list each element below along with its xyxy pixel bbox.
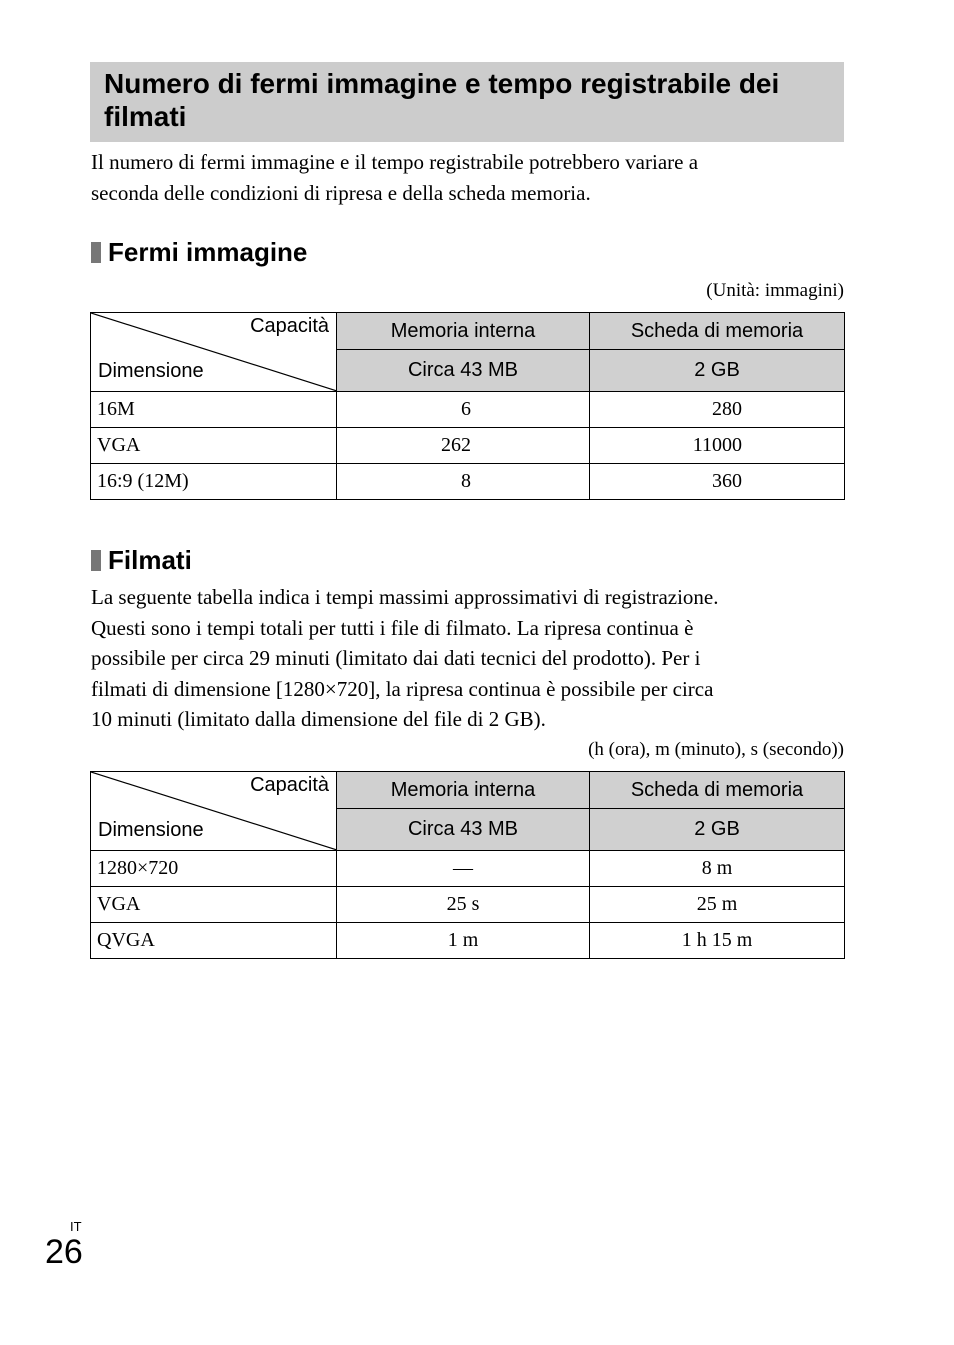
still-heading-text: Fermi immagine xyxy=(108,237,308,267)
table-row xyxy=(91,392,845,428)
col-card-header: Scheda di memoria xyxy=(590,772,845,809)
col-card-capacity: 2 GB xyxy=(590,350,845,392)
movies-heading-text: Filmati xyxy=(108,545,192,575)
page-title: Numero di fermi immagine e tempo registrabile dei filmati xyxy=(104,68,780,132)
table-row xyxy=(91,887,845,923)
col-internal-header: Memoria interna xyxy=(337,772,590,809)
still-table xyxy=(90,312,845,500)
language-code: IT xyxy=(70,1219,82,1234)
col-internal-capacity: Circa 43 MB xyxy=(337,809,590,851)
row-size: 1280×720 xyxy=(91,851,337,887)
table-header-row xyxy=(91,313,845,350)
corner-capacity-label: Capacità xyxy=(250,315,329,337)
row-size: QVGA xyxy=(91,923,337,959)
row-internal-value: 25 s xyxy=(337,887,590,923)
row-size: VGA xyxy=(91,428,337,464)
col-internal-capacity: Circa 43 MB xyxy=(337,350,590,392)
row-card-value: 1 h 15 m xyxy=(590,923,845,959)
intro-paragraph: Il numero di fermi immagine e il tempo registrabile potrebbero variare a seconda delle condizioni di ripresa e della scheda memoria. xyxy=(91,150,699,205)
corner-capacity-label: Capacità xyxy=(250,774,329,796)
movies-unit-note: (h (ora), m (minuto), s (secondo)) xyxy=(588,739,844,760)
row-size: VGA xyxy=(91,887,337,923)
table-corner-cell xyxy=(91,772,337,851)
col-card-header: Scheda di memoria xyxy=(590,313,845,350)
table-row xyxy=(91,923,845,959)
table-row xyxy=(91,464,845,500)
table-row xyxy=(91,851,845,887)
table-row xyxy=(91,428,845,464)
row-card-value: 8 m xyxy=(590,851,845,887)
row-card-value: 280 xyxy=(590,392,845,428)
table-header-row xyxy=(91,772,845,809)
still-heading xyxy=(91,237,307,267)
row-internal-value: 1 m xyxy=(337,923,590,959)
row-card-value: 360 xyxy=(590,464,845,500)
col-internal-header: Memoria interna xyxy=(337,313,590,350)
row-internal-value: 262 xyxy=(337,428,590,464)
title-banner xyxy=(90,62,844,142)
corner-size-label: Dimensione xyxy=(98,360,204,382)
page-number: 26 xyxy=(45,1233,83,1271)
row-internal-value: — xyxy=(337,851,590,887)
col-card-capacity: 2 GB xyxy=(590,809,845,851)
row-card-value: 11000 xyxy=(590,428,845,464)
row-internal-value: 6 xyxy=(337,392,590,428)
movies-paragraph: La seguente tabella indica i tempi massimi approssimativi di registrazione. Questi sono i tempi totali per tutti i file di filmato. La ripresa continua è possibile per circa 29 minuti (limitato dai dati tecnici del prodotto). Per i filmati di dimensione [1280×720], la ripresa continua è possibile per circa 10 minuti (limitato dalla dimensione del file di 2 GB). xyxy=(91,585,719,731)
still-unit-note: (Unità: immagini) xyxy=(706,280,844,301)
corner-size-label: Dimensione xyxy=(98,819,204,841)
section-marker-icon xyxy=(91,242,101,263)
movies-table xyxy=(90,771,845,959)
movies-heading xyxy=(91,545,192,575)
row-internal-value: 8 xyxy=(337,464,590,500)
row-card-value: 25 m xyxy=(590,887,845,923)
table-corner-cell xyxy=(91,313,337,392)
row-size: 16M xyxy=(91,392,337,428)
row-size: 16:9 (12M) xyxy=(91,464,337,500)
section-marker-icon xyxy=(91,550,101,571)
